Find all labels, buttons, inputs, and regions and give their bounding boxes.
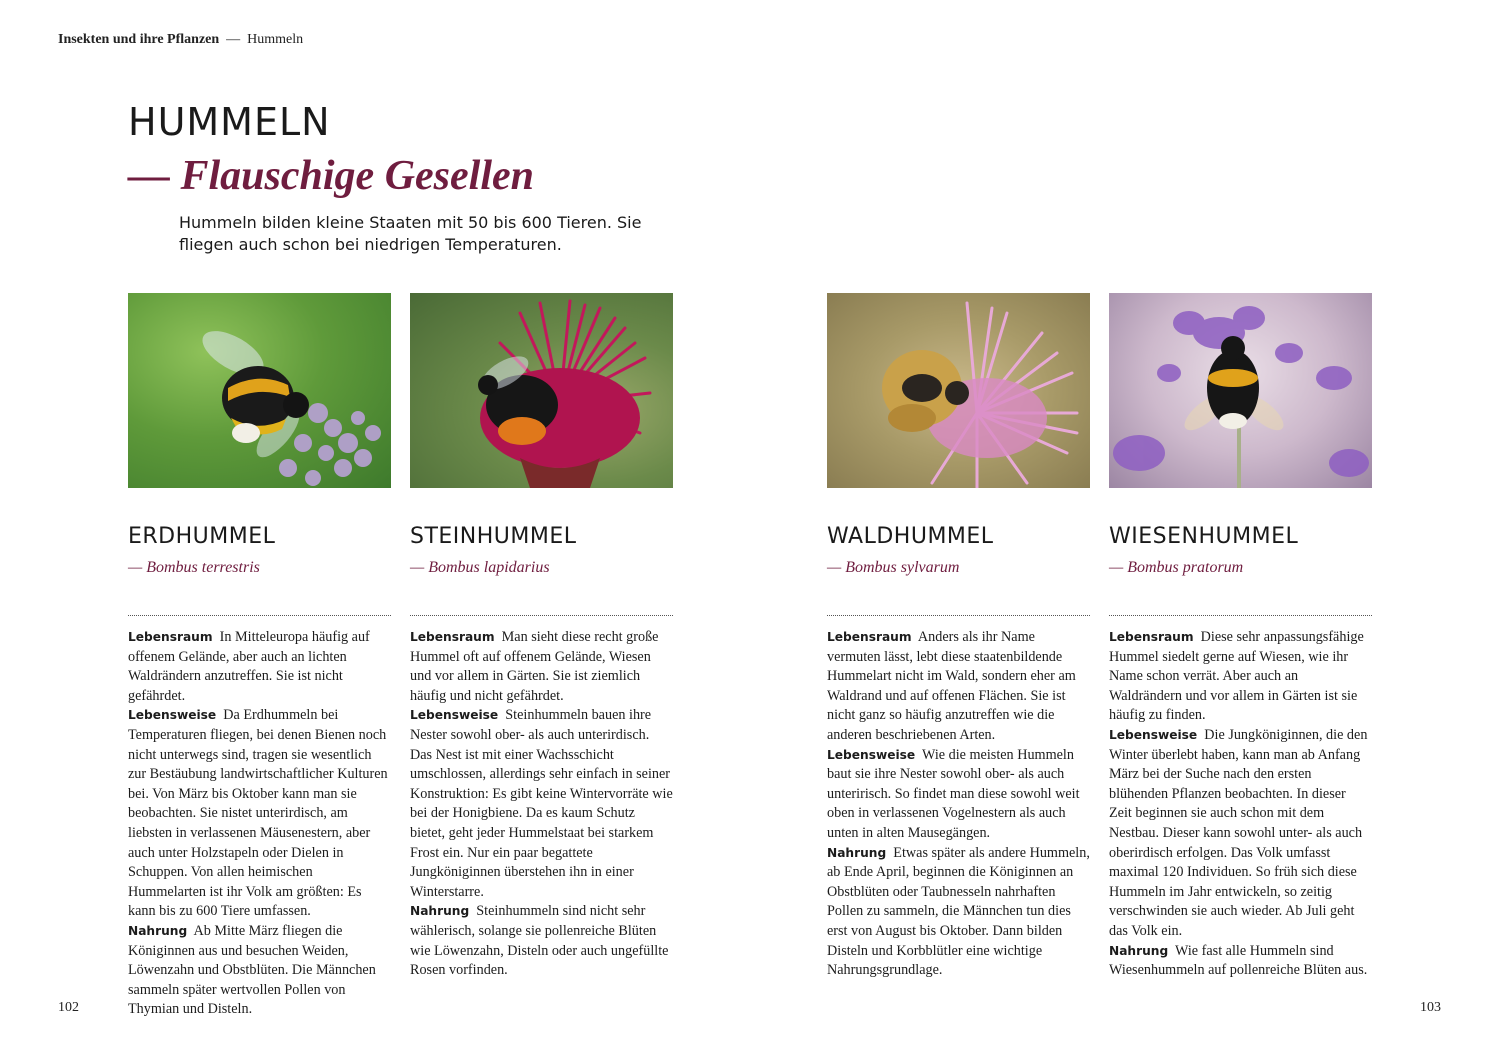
species-latin-name: — Bombus terrestris [128, 559, 260, 576]
page-number-left: 102 [58, 1000, 79, 1015]
running-head-topic: Hummeln [247, 32, 304, 47]
intro-text: Hummeln bilden kleine Staaten mit 50 bis 600 Tieren. Sie fliegen auch schon bei niedrigen Temperaturen. [179, 213, 642, 254]
section-label: Lebensraum [128, 630, 213, 644]
section-text: Man sieht diese recht große Hummel oft auf offenem Gelände, Wiesen und vor allem in Gärten. Sie ist ziemlich häufig und nicht gefährdet. [410, 629, 659, 704]
running-head-separator: — [226, 32, 241, 47]
section-text: In Mitteleuropa häufig auf offenem Gelände, aber auch an lichten Waldrändern anzutreffen. Sie ist nicht gefährdet. [128, 629, 370, 704]
page-title: HUMMELN [128, 100, 331, 144]
dotted-divider [1109, 615, 1372, 616]
species-name: WALDHUMMEL [827, 524, 994, 549]
section-label: Nahrung [1109, 943, 1169, 958]
section-label: Nahrung [827, 845, 887, 860]
section-text: Wie die meisten Hummeln baut sie ihre Nester sowohl ober- als auch unteririsch. So findet man diese sowohl weit oben in verlassenen Vogelnestern als auch unten in alten Mausegängen. [827, 746, 1080, 841]
section-text: Anders als ihr Name vermuten lässt, lebt diese staatenbildende Hummelart nicht im Wald, sondern eher am Waldrand und auf offenen Flächen. Sie ist nicht ganz so häufig anzutreffen wie die anderen beschriebenen Arten. [827, 629, 1076, 743]
section-text: Etwas später als andere Hummeln, ab Ende April, beginnen die Königinnen an Obstblüten oder Taubnesseln nahrhaften Pollen zu sammeln, die Männchen tun dies erst von August bis Oktober. Dann bilden Disteln und Korbblütler eine wichtige Nahrungsgrundlage. [827, 844, 1090, 979]
section-label: Lebensraum [827, 630, 912, 644]
section-text: Diese sehr anpassungsfähige Hummel siedelt gerne auf Wiesen, wie ihr Name schon verrät. Aber auch an Waldrändern und vor allem in Gärten ist sie häufig zu finden. [1109, 629, 1364, 724]
section-label: Lebensweise [128, 708, 217, 723]
section-text: Steinhummeln sind nicht sehr wählerisch, solange sie pollenreiche Blüten wie Löwenzahn, Disteln oder auch ungefüllte Rosen vorfinden. [410, 903, 669, 979]
species-description [128, 628, 391, 1020]
species-name: ERDHUMMEL [128, 524, 276, 549]
species-latin-name: — Bombus sylvarum [827, 559, 960, 576]
dotted-divider [128, 615, 391, 616]
dotted-divider [827, 615, 1090, 616]
species-description [410, 628, 673, 981]
species-column-steinhummel [410, 293, 673, 981]
species-column-wiesenhummel [1109, 293, 1372, 981]
page-subtitle: — Flauschige Gesellen [128, 153, 534, 199]
species-description [827, 628, 1090, 981]
species-latin-name: — Bombus pratorum [1109, 559, 1244, 576]
section-label: Nahrung [128, 923, 188, 938]
dotted-divider [410, 615, 673, 616]
bumblebee-on-lavender-photo [128, 293, 391, 488]
section-label: Nahrung [410, 904, 470, 919]
species-latin-name: — Bombus lapidarius [410, 559, 550, 576]
species-column-erdhummel [128, 293, 391, 1020]
bumblebee-on-thistle-photo [410, 293, 673, 488]
section-label: Lebensweise [410, 708, 499, 723]
section-text: Wie fast alle Hummeln sind Wiesenhummeln auf pollenreiche Blüten aus. [1109, 942, 1368, 979]
section-label: Lebensweise [1109, 727, 1198, 742]
running-head-section: Insekten und ihre Pflanzen [58, 32, 220, 47]
species-description [1109, 628, 1372, 981]
species-name: STEINHUMMEL [410, 524, 577, 549]
bumblebee-on-purple-flower-photo [1109, 293, 1372, 488]
section-text: Steinhummeln bauen ihre Nester sowohl ober- als auch unterirdisch. Das Nest ist mit einer Wachsschicht umschlossen, allerdings sehr einfach in seiner Konstruktion: Es gibt keine Wintervorräte wie bei der Honigbiene. Da es kaum Schutz bietet, geht jeder Hummelstaat bei starkem Frost ein. Nur ein paar begattete Jungköniginnen überstehen ihn in einer Winterstarre. [410, 707, 673, 900]
section-text: Da Erdhummeln bei Temperaturen fliegen, bei denen Bienen noch nicht unterwegs sind, tragen sie wesentlich zur Bestäubung landwirtschaftlicher Kulturen bei. Von März bis Oktober kann man sie beobachten. Sie nistet unterirdisch, am liebsten in verlassenen Mäusenestern, aber auch unter Holzstapeln oder Dielen in Schuppen. Von allen heimischen Hummelarten ist ihr Volk am größten: Es kann bis zu 600 Tiere umfassen. [128, 707, 388, 920]
section-label: Lebensraum [1109, 630, 1194, 644]
species-column-waldhummel [827, 293, 1090, 981]
section-text: Ab Mitte März fliegen die Königinnen aus und besuchen Weiden, Löwenzahn und Obstblüten. Die Männchen sammeln später wertvollen Pollen von Thymian und Disteln. [128, 922, 376, 1018]
section-label: Lebensraum [410, 630, 495, 644]
bumblebee-on-pink-thistle-photo [827, 293, 1090, 488]
page-number-right: 103 [1420, 1000, 1441, 1015]
section-text: Die Jungköniginnen, die den Winter überlebt haben, kann man ab Anfang März bei der Suche nach den ersten blühenden Pflanzen beobachten. In dieser Zeit beginnen sie auch schon mit dem Nestbau. Dieser kann sowohl unter- als auch oberirdisch erfolgen. Das Volk umfasst maximal 120 Individuen. So früh sich diese Hummeln im Jahr entwickeln, so zeitig verschwinden sie auch wieder. Ab Juli geht das Volk ein. [1109, 726, 1368, 939]
running-head [58, 32, 303, 48]
section-label: Lebensweise [827, 747, 916, 762]
species-name: WIESENHUMMEL [1109, 524, 1299, 549]
